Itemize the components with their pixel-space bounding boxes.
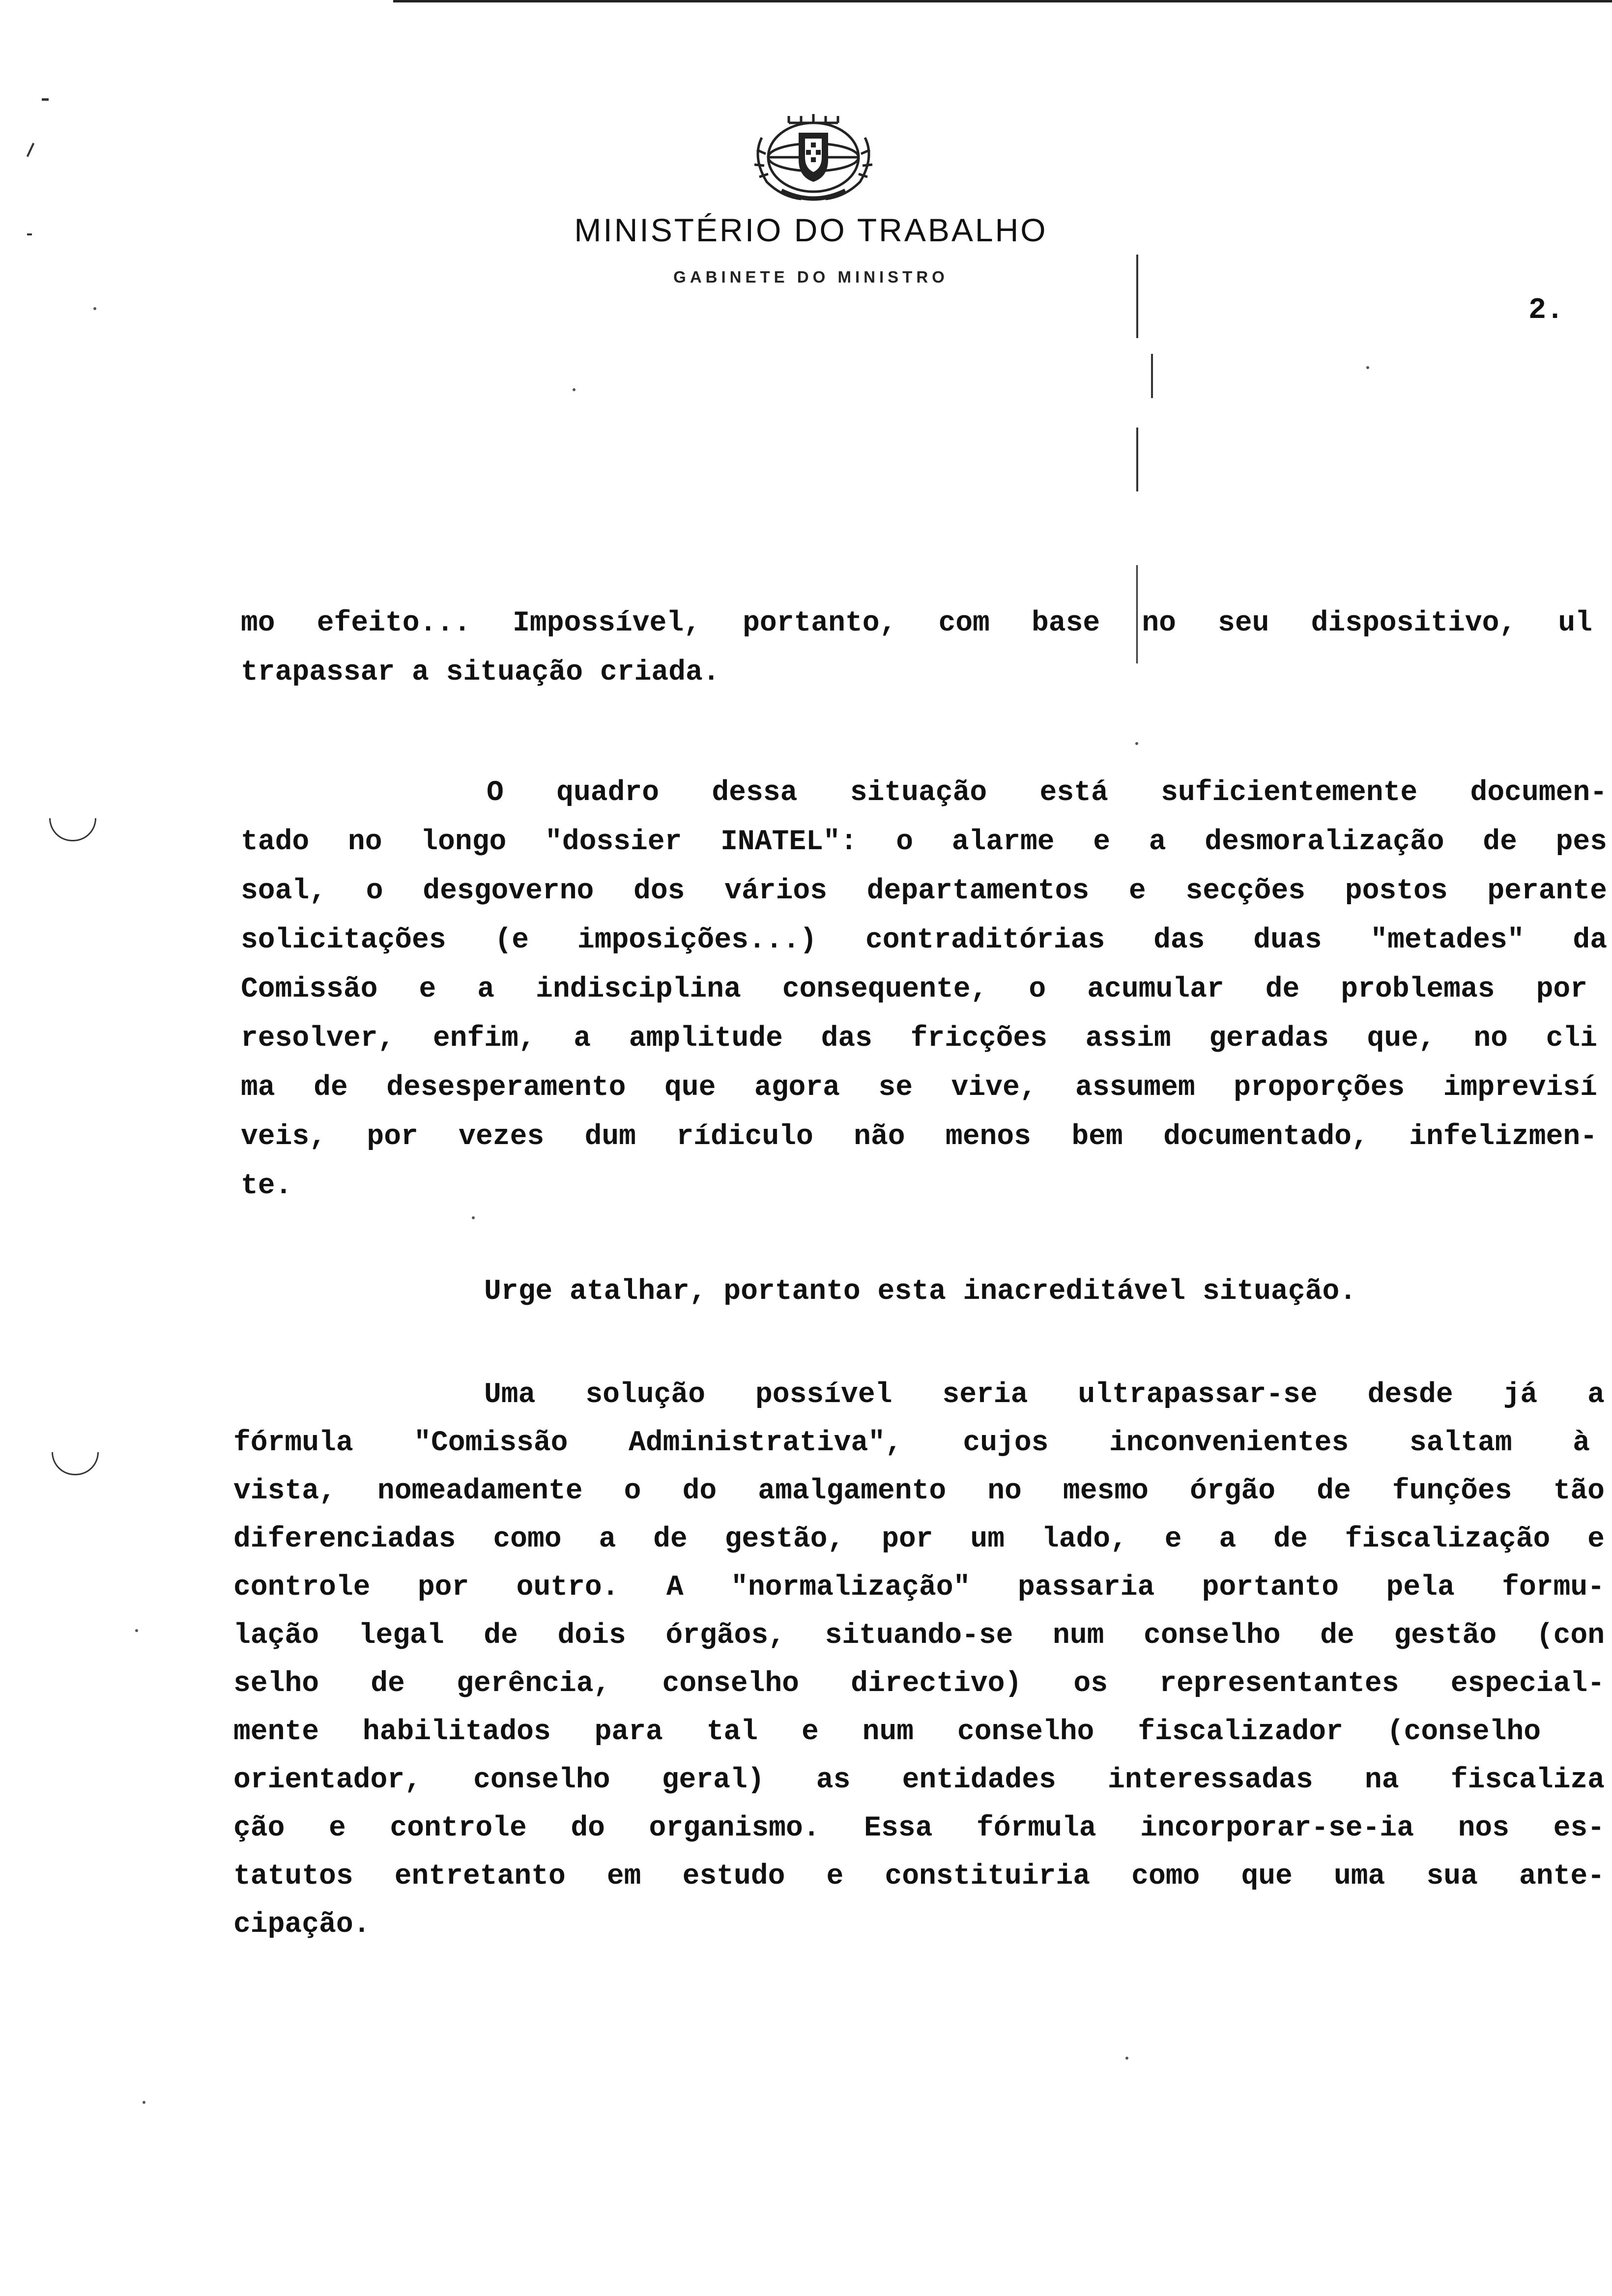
text-line: mente habilitados para tal e num conselho fiscalizador (conselho xyxy=(233,1716,1541,1748)
text-line: diferenciadas como a de gestão, por um lado, e a de fiscalização e xyxy=(233,1523,1605,1555)
text-line: solicitações (e imposições...) contraditórias das duas "metades" da xyxy=(241,924,1607,956)
scan-speck xyxy=(143,2101,145,2104)
text-line: O quadro dessa situação está suficientemente documen- xyxy=(487,777,1607,809)
scan-arc-mark xyxy=(49,818,96,841)
text-line: fórmula "Comissão Administrativa", cujos inconvenientes saltam à xyxy=(233,1427,1590,1459)
text-line: selho de gerência, conselho directivo) os representantes especial- xyxy=(233,1668,1605,1700)
scan-speck xyxy=(472,1216,475,1219)
scan-speck xyxy=(93,307,96,310)
text-line: ção e controle do organismo. Essa fórmula incorporar-se-ia nos es- xyxy=(233,1812,1605,1844)
text-line: lação legal de dois órgãos, situando-se num conselho de gestão (con xyxy=(233,1620,1605,1652)
text-line: ma de desesperamento que agora se vive, assumem proporções imprevisí xyxy=(241,1072,1597,1104)
text-line: Comissão e a indisciplina consequente, o acumular de problemas por xyxy=(241,974,1587,1005)
text-line: trapassar a situação criada. xyxy=(241,657,720,689)
text-line: cipação. xyxy=(233,1909,371,1941)
scan-speck xyxy=(1135,742,1138,745)
scan-speck xyxy=(27,143,34,157)
scan-arc-mark xyxy=(52,1452,99,1475)
scan-speck xyxy=(1125,2057,1128,2060)
scan-speck xyxy=(135,1629,138,1632)
scan-mark xyxy=(1151,354,1153,398)
text-line: resolver, enfim, a amplitude das fricções assim geradas que, no cli xyxy=(241,1023,1597,1055)
ministry-title: MINISTÉRIO DO TRABALHO xyxy=(574,212,1048,248)
top-border-line xyxy=(393,0,1612,2)
text-line: vista, nomeadamente o do amalgamento no mesmo órgão de funções tão xyxy=(233,1475,1605,1507)
scan-speck xyxy=(1366,366,1369,369)
page-number: 2. xyxy=(1528,294,1564,327)
text-line: Urge atalhar, portanto esta inacreditável situação. xyxy=(484,1276,1357,1308)
scan-mark xyxy=(1136,255,1138,338)
text-line: orientador, conselho geral) as entidades interessadas na fiscaliza xyxy=(233,1764,1605,1796)
text-line: controle por outro. A "normalização" passaria portanto pela formu- xyxy=(233,1572,1605,1604)
text-line: tatutos entretanto em estudo e constituiria como que uma sua ante- xyxy=(233,1861,1605,1893)
scan-mark xyxy=(1136,428,1138,491)
cabinet-subtitle: GABINETE DO MINISTRO xyxy=(673,268,949,286)
text-line: veis, por vezes dum rídiculo não menos bem documentado, infelizmen- xyxy=(241,1121,1597,1153)
text-line: tado no longo "dossier INATEL": o alarme e a desmoralização de pes xyxy=(241,826,1607,858)
text-line: Uma solução possível seria ultrapassar-se desde já a xyxy=(484,1379,1605,1411)
text-line: soal, o desgoverno dos vários departamentos e secções postos perante xyxy=(241,875,1607,907)
text-line: te. xyxy=(241,1170,292,1202)
scan-speck xyxy=(573,388,576,391)
portuguese-coat-of-arms-icon xyxy=(747,103,880,206)
scan-speck xyxy=(42,98,49,101)
text-line: mo efeito... Impossível, portanto, com base no seu dispositivo, ul xyxy=(241,607,1592,639)
scan-speck xyxy=(27,233,32,235)
